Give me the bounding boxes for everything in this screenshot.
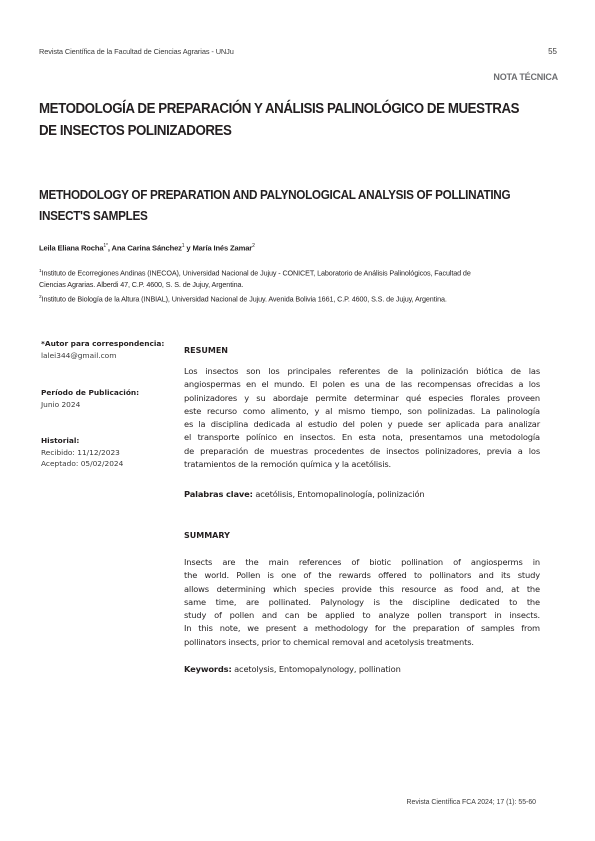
resumen-line-7: de preparación de muestras procedentes de insectos polinizadores, previa a los: [184, 445, 540, 456]
journal-header: Revista Científica de la Facultad de Ciencias Agrarias - UNJu: [39, 47, 234, 56]
summary-line-3: allows determining which species provide this resource as food and, at the: [184, 583, 540, 594]
publication-period-value: Junio 2024: [41, 399, 81, 409]
resumen-line-3: polinizadores y su abordaje permite determinar qué especies florales proveen: [184, 392, 540, 403]
author-2-affiliation: 1: [181, 243, 185, 249]
correspondence-label: *Autor para correspondencia:: [41, 339, 165, 348]
section-label: NOTA TÉCNICA: [493, 72, 558, 82]
correspondence-email[interactable]: lalei344@gmail.com: [41, 350, 117, 360]
publication-period-label: Período de Publicación:: [41, 388, 140, 397]
summary-line-5: study of pollen and can be applied to analyze pollen transport in insects.: [184, 610, 540, 621]
history-label: Historial:: [41, 436, 80, 445]
palabras-clave: [184, 489, 544, 499]
resumen-heading: RESUMEN: [184, 346, 229, 355]
author-list: [39, 243, 255, 253]
correspondence-block: [41, 338, 181, 361]
affiliation-1-line-1: [39, 266, 569, 279]
keywords-label: Keywords:: [184, 664, 232, 674]
history-block: [41, 435, 181, 470]
resumen-line-1: Los insectos son los principales referentes de la polinización biótica de las: [184, 366, 540, 376]
keywords: [184, 664, 544, 674]
received-date: Recibido: 11/12/2023: [41, 447, 120, 457]
affiliation-2-text: Instituto de Biología de la Altura (INBIAL), Universidad Nacional de Jujuy. Avenida Bolivia 1661, C.P. 4600, S.S. de Jujuy, Argentina.: [41, 294, 447, 304]
resumen-line-4: este recurso como alimento, y al mismo tiempo, son polinizadas. La palinología: [184, 405, 540, 416]
author-3-name: María Inés Zamar: [192, 243, 253, 253]
author-2-name: Ana Carina Sánchez: [111, 243, 182, 253]
publication-period-block: [41, 387, 181, 410]
author-3-affiliation: 2: [252, 243, 255, 249]
affiliation-1-line-2: Ciencias Agrarias. Alberdi 47, C.P. 4600, S. S. de Jujuy, Argentina.: [39, 279, 244, 289]
author-separator-2: y: [184, 243, 193, 253]
author-1-affiliation: 1*: [103, 243, 108, 249]
affiliation-1-marker: 1: [39, 269, 42, 274]
summary-line-4: same time, are pollinated. Palynology is the discipline dedicated to the: [184, 596, 540, 607]
title-english-line-1: METHODOLOGY OF PREPARATION AND PALYNOLOGICAL ANALYSIS OF POLLINATING: [39, 187, 511, 202]
affiliation-2-line-1: [39, 292, 569, 305]
resumen-line-2: angiospermas en el mundo. El polen es una de las recompensas ofrecidas a los: [184, 379, 540, 390]
page-number: 55: [548, 47, 557, 56]
resumen-line-6: el transporte polínico en insectos. En esta nota, presentamos una metodología: [184, 432, 540, 443]
affiliation-2: [39, 292, 569, 305]
summary-line-6: In this note, we present a methodology for the preparation of samples from: [184, 623, 540, 634]
keywords-value: acetolysis, Entomopalynology, pollination: [231, 664, 401, 674]
summary-body: [184, 556, 540, 649]
title-spanish: [39, 98, 527, 142]
affiliation-1-text-1: Instituto de Ecorregiones Andinas (INECOA), Universidad Nacional de Jujuy - CONICET, Laboratorio de Análisis Palinológicos, Facultad de: [41, 268, 471, 278]
summary-line-2: the world. Pollen is one of the rewards offered to pollinators and its study: [184, 570, 540, 581]
author-separator-1: ,: [107, 243, 112, 253]
accepted-date: Aceptado: 05/02/2024: [41, 459, 124, 468]
journal-citation-footer: Revista Científica FCA 2024; 17 (1): 55-60: [406, 799, 536, 806]
resumen-line-5: es la disciplina dedicada al estudio del polen y puede ser aplicada para analizar: [184, 419, 540, 430]
palabras-clave-label: Palabras clave:: [184, 489, 253, 499]
title-english: [39, 184, 544, 226]
summary-line-1: Insects are the main references of biotic pollination of angiosperms in: [184, 557, 540, 567]
affiliation-1: [39, 266, 569, 290]
summary-heading: SUMMARY: [184, 531, 230, 540]
title-english-line-2: INSECT'S SAMPLES: [39, 208, 148, 223]
title-spanish-line-2: DE INSECTOS POLINIZADORES: [39, 123, 232, 139]
title-spanish-line-1: METODOLOGÍA DE PREPARACIÓN Y ANÁLISIS PALINOLÓGICO DE MUESTRAS: [39, 101, 520, 117]
resumen-line-8: tratamientos de la remoción química y la acetólisis.: [184, 459, 392, 470]
summary-line-7: pollinators insects, prior to chemical removal and acetolysis treatments.: [184, 636, 474, 647]
author-1-name: Leila Eliana Rocha: [39, 243, 104, 253]
affiliation-2-marker: 2: [39, 295, 42, 300]
resumen-body: [184, 365, 540, 471]
palabras-clave-value: acetólisis, Entomopalinología, polinización: [252, 489, 425, 499]
